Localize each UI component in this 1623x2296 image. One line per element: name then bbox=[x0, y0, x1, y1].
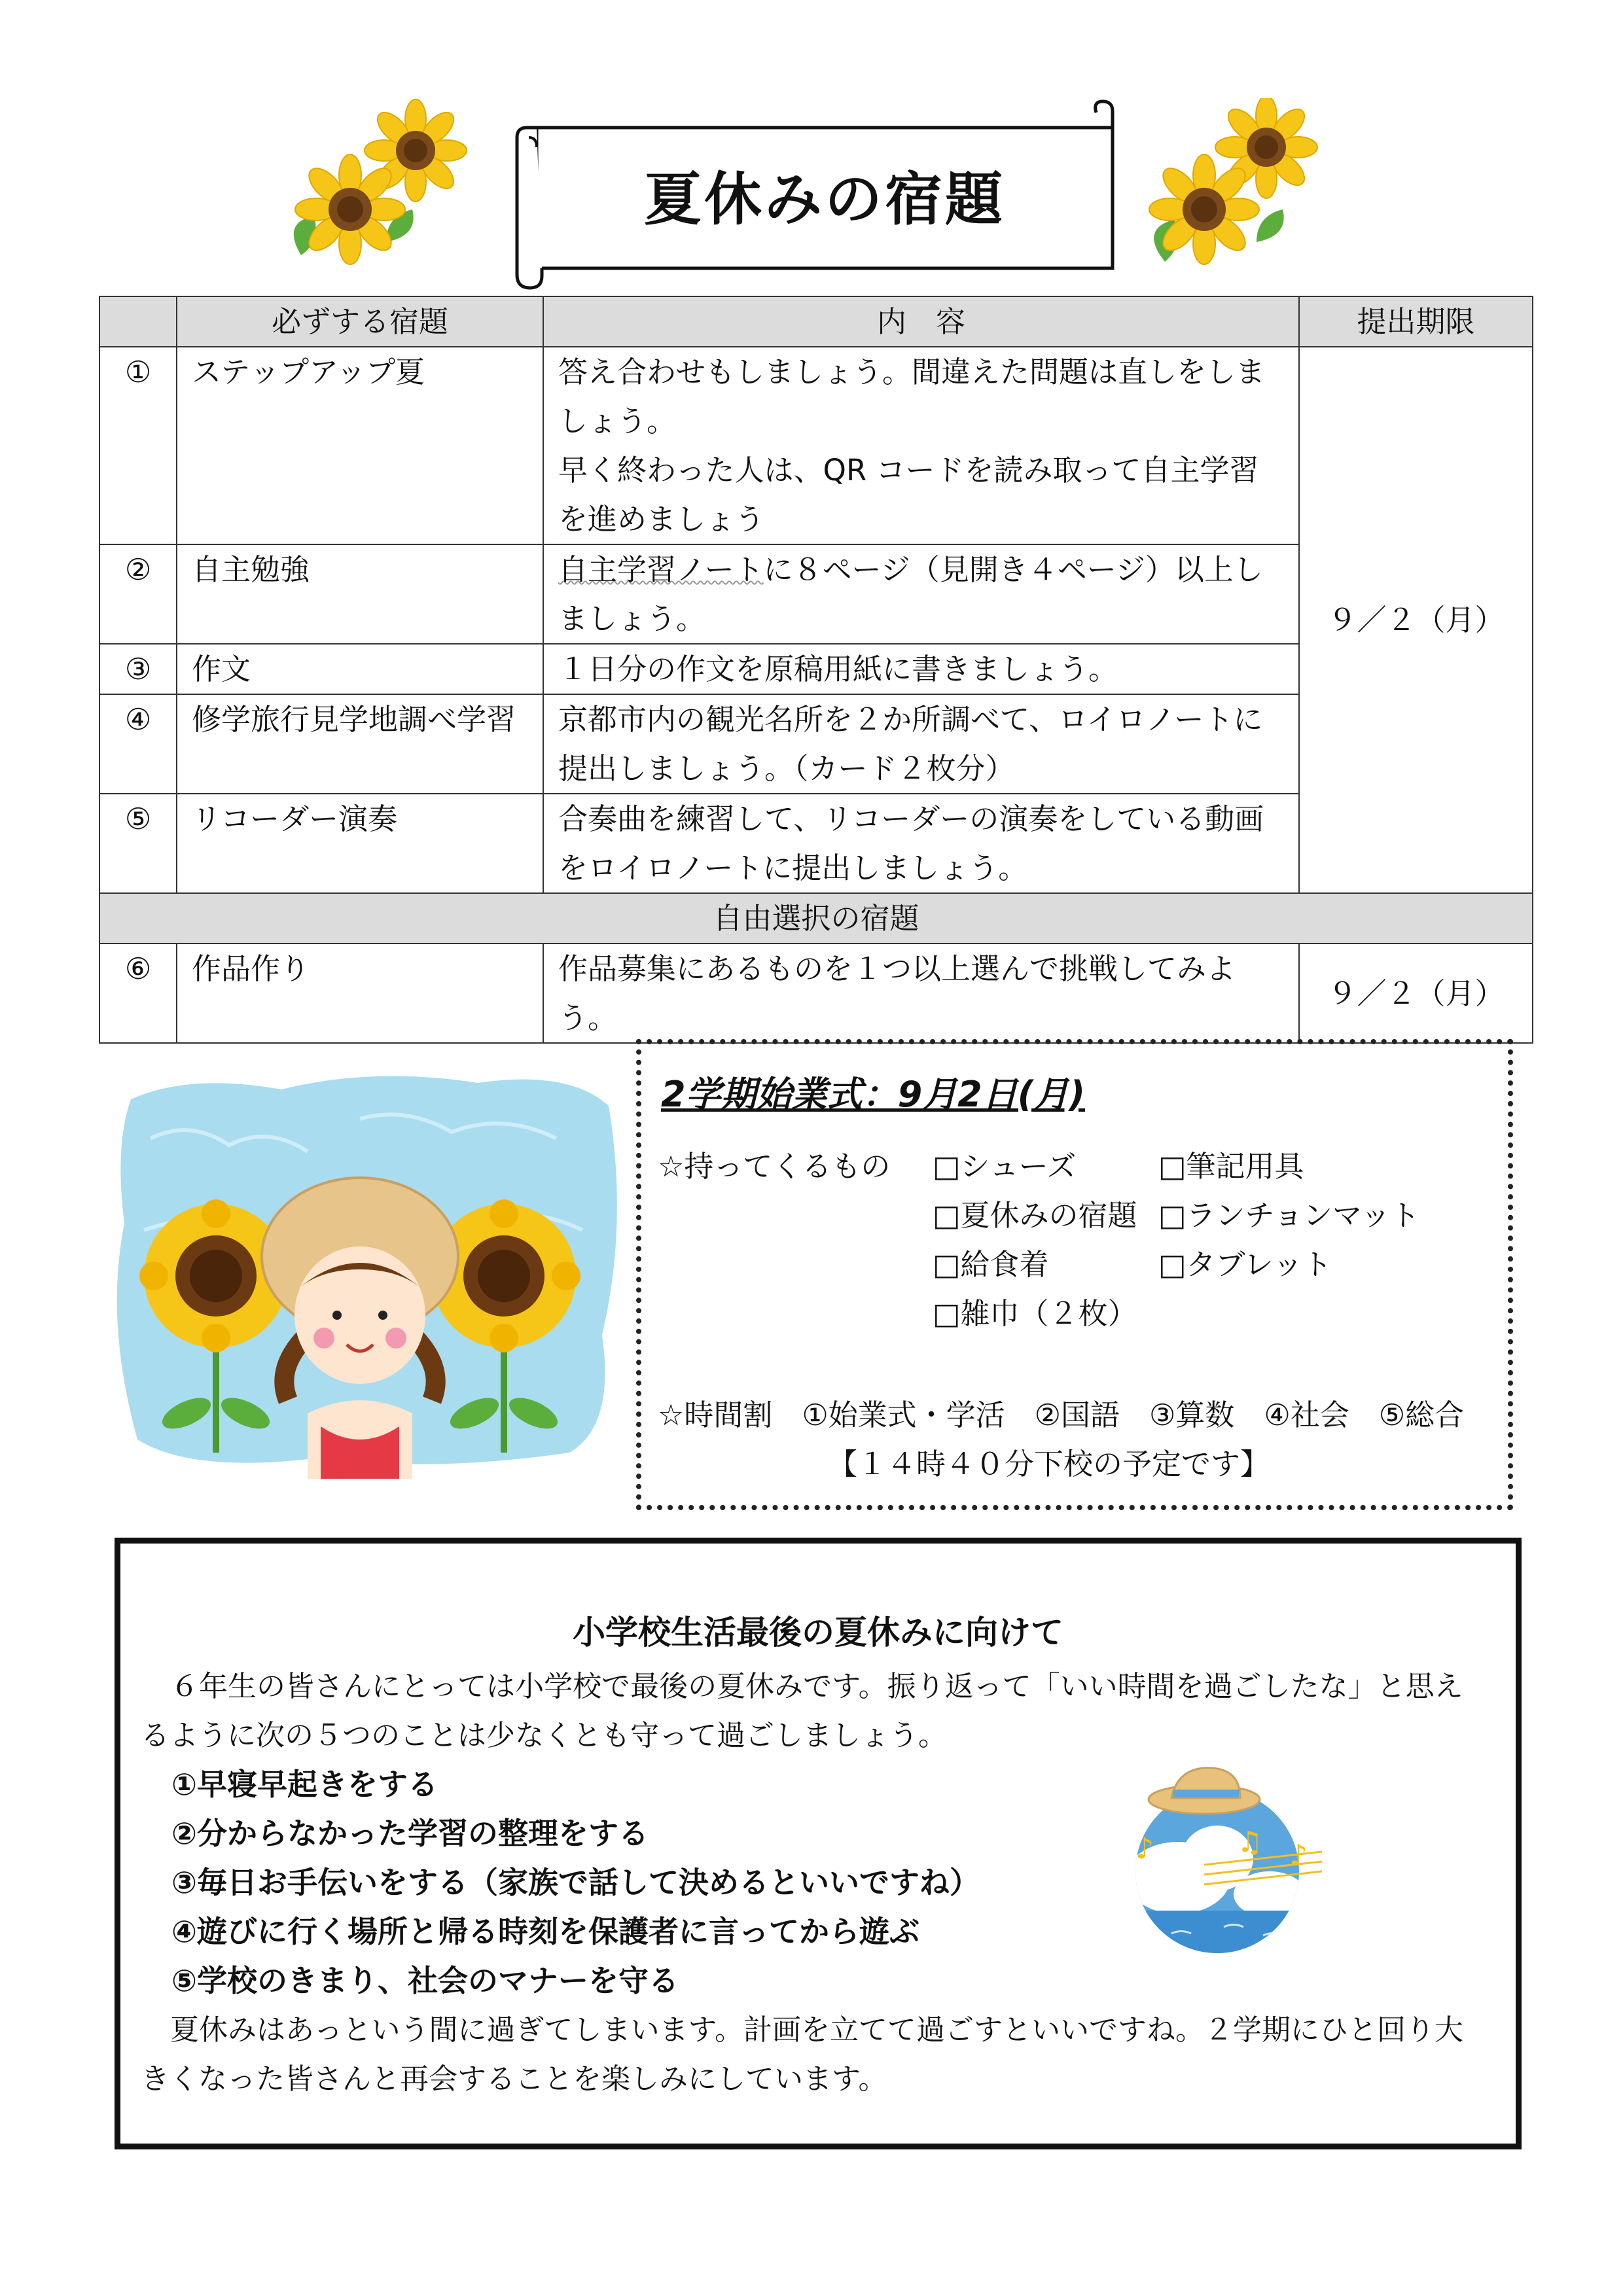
item-shoes: □シューズ bbox=[933, 1149, 1077, 1184]
header-deadline: 提出期限 bbox=[1299, 296, 1533, 347]
deadline-cell: ９／２（月） bbox=[1299, 944, 1533, 1043]
homework-table bbox=[99, 296, 1533, 1044]
row-number: ④ bbox=[99, 694, 177, 794]
row-homework-name: リコーダー演奏 bbox=[177, 794, 543, 893]
message-intro-line-1: ６年生の皆さんにとっては小学校で最後の夏休みです。振り返って「いい時間を過ごしたな」と思え bbox=[170, 1670, 1463, 1703]
item-cleaning-cloth: □雑巾（２枚） bbox=[933, 1296, 1137, 1331]
rule-item: ②分からなかった学習の整理をする bbox=[171, 1816, 649, 1851]
dismissal-note: 【１４時４０分下校の予定です】 bbox=[828, 1447, 1270, 1481]
message-intro-line-2: るように次の５つのことは少なくとも守って過ごしましょう。 bbox=[141, 1719, 947, 1752]
girl-sunflower-pool-illustration bbox=[111, 1060, 622, 1479]
row-number: ⑤ bbox=[99, 794, 177, 893]
item-luncheon-mat: □ランチョンマット bbox=[1158, 1198, 1420, 1233]
item-summer-homework: □夏休みの宿題 bbox=[933, 1198, 1137, 1233]
underlined-term: 自主学習ノート bbox=[558, 552, 764, 587]
svg-text:♪: ♪ bbox=[1289, 1839, 1308, 1872]
rule-item: ④遊びに行く場所と帰る時刻を保護者に言ってから遊ぶ bbox=[171, 1914, 919, 1949]
row-content-text: に８ページ（見開き４ページ）以上しましょう。 bbox=[558, 552, 1263, 636]
header-required-homework: 必ずする宿題 bbox=[177, 296, 543, 347]
row-content: 合奏曲を練習して、リコーダーの演奏をしている動画をロイロノートに提出しましょう。 bbox=[543, 794, 1299, 893]
message-closing-line-2: きくなった皆さんと再会することを楽しみにしています。 bbox=[141, 2062, 887, 2096]
page-title: 夏休みの宿題 bbox=[643, 166, 1005, 233]
row-homework-name: 修学旅行見学地調べ学習 bbox=[177, 694, 543, 794]
row-homework-name: ステップアップ夏 bbox=[177, 347, 543, 544]
table-row bbox=[99, 347, 1533, 544]
row-homework-name: 作品作り bbox=[177, 944, 543, 1043]
row-content: １日分の作文を原稿用紙に書きましょう。 bbox=[543, 644, 1299, 694]
svg-text:♫: ♫ bbox=[1237, 1826, 1263, 1859]
deadline-cell: ９／２（月） bbox=[1299, 347, 1533, 893]
sunflower-left-illustration bbox=[288, 98, 484, 275]
sunflower-right-illustration bbox=[1139, 98, 1335, 275]
message-closing-line-1: 夏休みはあっという間に過ぎてしまいます。計画を立てて過ごすといいですね。２学期にひと回り大 bbox=[170, 2013, 1464, 2047]
row-number: ⑥ bbox=[99, 944, 177, 1043]
schedule-line: ☆時間割 ①始業式・学活 ②国語 ③算数 ④社会 ⑤総合 bbox=[658, 1398, 1465, 1432]
ceremony-title: 2学期始業式：9月2日(月) bbox=[661, 1074, 1086, 1115]
row-homework-name: 自主勉強 bbox=[177, 544, 543, 644]
row-content: 京都市内の観光名所を２か所調べて、ロイロノートに提出しましょう。（カード２枚分） bbox=[543, 694, 1299, 794]
rule-item: ③毎日お手伝いをする（家族で話して決めるといいですね） bbox=[171, 1865, 980, 1900]
header-number bbox=[99, 296, 177, 347]
item-tablet: □タブレット bbox=[1158, 1247, 1332, 1282]
row-number: ③ bbox=[99, 644, 177, 694]
rule-item: ⑤学校のきまり、社会のマナーを守る bbox=[171, 1963, 679, 1998]
table-header-row bbox=[99, 296, 1533, 347]
item-stationery: □筆記用具 bbox=[1158, 1149, 1304, 1184]
rule-item: ①早寝早起きをする bbox=[171, 1767, 438, 1802]
row-content: 答え合わせもしましょう。間違えた問題は直しをしましょう。 早く終わった人は、QR コードを読み取って自主学習を進めましょう bbox=[543, 347, 1299, 544]
row-content bbox=[543, 544, 1299, 644]
row-content: 作品募集にあるものを１つ以上選んで挑戦してみよう。 bbox=[543, 944, 1299, 1043]
straw-hat-sky-illustration bbox=[1106, 1760, 1329, 1956]
row-number: ① bbox=[99, 347, 177, 544]
free-choice-section-label: 自由選択の宿題 bbox=[99, 893, 1533, 944]
table-row bbox=[99, 944, 1533, 1043]
free-choice-section-row bbox=[99, 893, 1533, 944]
row-number: ② bbox=[99, 544, 177, 644]
row-homework-name: 作文 bbox=[177, 644, 543, 694]
item-lunch-apron: □給食着 bbox=[933, 1247, 1049, 1282]
message-title: 小学校生活最後の夏休みに向けて bbox=[573, 1614, 1063, 1651]
items-label: ☆持ってくるもの bbox=[658, 1149, 891, 1184]
header-content: 内 容 bbox=[543, 296, 1299, 347]
svg-text:♪: ♪ bbox=[1135, 1832, 1154, 1865]
